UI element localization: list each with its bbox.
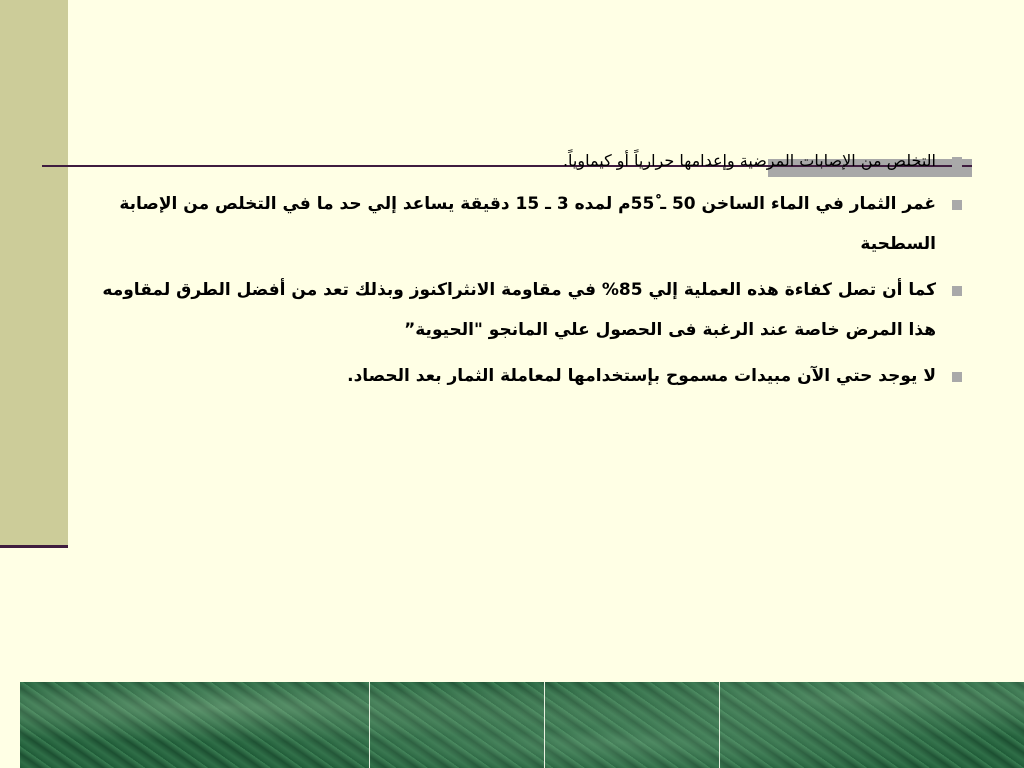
list-item <box>76 184 972 264</box>
footer-marble-band <box>20 682 1024 768</box>
left-accent-underline <box>0 545 68 548</box>
footer-divider <box>544 682 545 768</box>
bullet-square-icon <box>952 157 962 167</box>
footer-divider <box>369 682 370 768</box>
bullet-text: غمر الثمار في الماء الساخن 50 ـ 55ْم لمده 3 ـ 15 دقيقة يساعد إلي حد ما في التخلص من الإصابة السطحية <box>119 194 936 254</box>
bullet-square-icon <box>952 372 962 382</box>
footer-divider <box>719 682 720 768</box>
bullet-square-icon <box>952 286 962 296</box>
left-accent-bar <box>0 0 68 545</box>
bullet-square-icon <box>952 200 962 210</box>
bullet-list <box>76 146 972 402</box>
bullet-text: كما أن تصل كفاءة هذه العملية إلي 85% في مقاومة الانثراكنوز وبذلك تعد من أفضل الطرق لمقاومه هذا المرض خاصة عند الرغبة فى الحصول علي المانجو "الحيوية” <box>102 280 936 340</box>
bullet-text: التخلص من الإصابات المرضية وإعدامها حرارياً أو كيماوياً. <box>562 151 936 170</box>
list-item <box>76 356 972 396</box>
list-item <box>76 270 972 350</box>
bullet-text: لا يوجد حتي الآن مبيدات مسموح بإستخدامها لمعاملة الثمار بعد الحصاد. <box>347 366 936 386</box>
list-item <box>76 146 972 176</box>
